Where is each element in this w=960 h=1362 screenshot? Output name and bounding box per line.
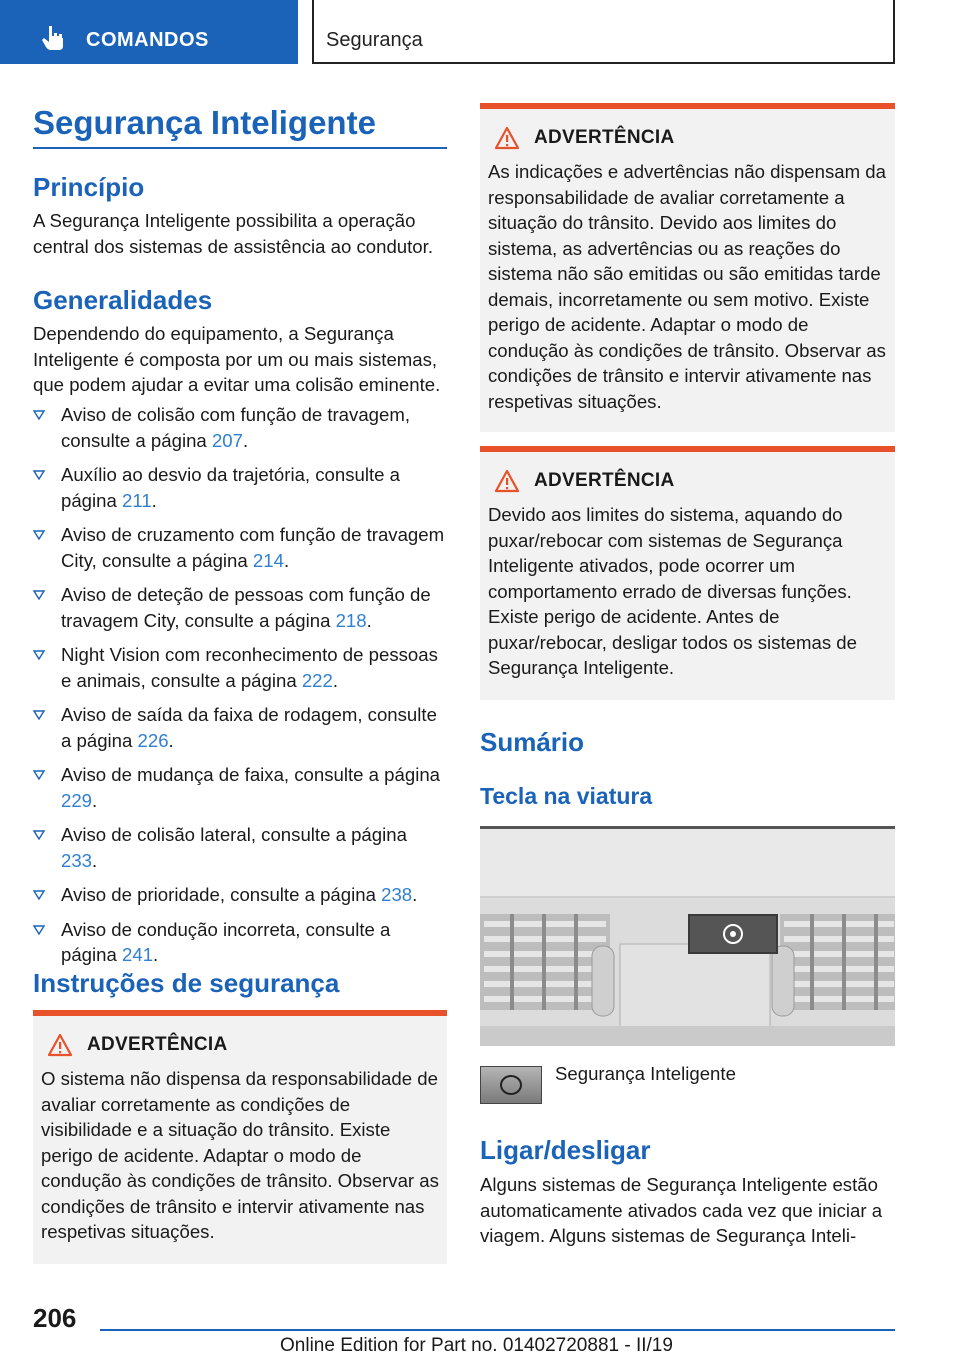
triangle-bullet-icon bbox=[33, 590, 45, 600]
security-button-thumbnail bbox=[480, 1066, 542, 1104]
warning-title: ADVERTÊNCIA bbox=[534, 470, 675, 491]
page-link[interactable]: 226 bbox=[137, 729, 169, 751]
warning-title: ADVERTÊNCIA bbox=[87, 1034, 228, 1055]
list-item bbox=[33, 882, 447, 908]
warning-text: Devido aos limites do sistema, aquando do puxar/rebocar com sistemas de Segurança Inteligente ativados, pode ocorrer um comportamento errado de diversas funções. Existe perigo de acidente. Antes de puxar/rebocar, desligar todos os sistemas de Segurança Inteligente. bbox=[488, 504, 857, 678]
triangle-bullet-icon bbox=[33, 925, 45, 935]
list-item bbox=[33, 702, 447, 753]
feature-list bbox=[33, 402, 447, 977]
hand-pointer-icon bbox=[40, 24, 68, 52]
onoff-heading: Ligar/desligar bbox=[480, 1135, 651, 1165]
section-header bbox=[312, 0, 895, 64]
chapter-label: COMANDOS bbox=[86, 29, 209, 51]
safety-heading: Instruções de segurança bbox=[33, 968, 340, 998]
page-link[interactable]: 238 bbox=[381, 884, 413, 905]
summary-heading: Sumário bbox=[480, 727, 585, 757]
item-text: Aviso de prioridade, consulte a página bbox=[61, 884, 382, 905]
page-title: Segurança Inteligente bbox=[33, 104, 376, 141]
page-link[interactable]: 211 bbox=[122, 489, 152, 511]
item-end: . bbox=[332, 669, 339, 691]
principle-heading: Princípio bbox=[33, 172, 145, 202]
page-link[interactable]: 229 bbox=[61, 789, 93, 811]
warning-box-limits bbox=[480, 103, 895, 432]
item-end: . bbox=[153, 944, 159, 965]
warning-box-safety bbox=[33, 1010, 447, 1264]
item-text: Auxílio ao desvio da trajetória, consulte a página bbox=[61, 464, 401, 511]
item-text: Aviso de deteção de pessoas com função de travagem City, consulte a página bbox=[61, 584, 431, 631]
item-end: . bbox=[92, 849, 98, 871]
warning-header bbox=[488, 123, 887, 153]
list-item bbox=[33, 917, 447, 968]
vent-illustration bbox=[480, 826, 895, 1046]
button-caption: Segurança Inteligente bbox=[555, 1063, 736, 1084]
title-divider bbox=[33, 147, 447, 149]
item-end: . bbox=[92, 789, 98, 811]
warning-header bbox=[41, 1030, 439, 1060]
item-text: Night Vision com reconhecimento de pessoas e animais, consulte a página bbox=[61, 644, 438, 691]
warning-text: O sistema não dispensa da responsabilidade de avaliar corretamente as condições de visibilidade e a situação do trânsito. Existe perigo de acidente. Adaptar o modo de condução às condições de trânsito. Observar as condições de trânsito e intervir ativamente nas respetivas situações. bbox=[41, 1068, 439, 1242]
item-end: . bbox=[283, 549, 290, 571]
item-end: . bbox=[151, 489, 157, 511]
footer-divider bbox=[100, 1329, 895, 1331]
triangle-bullet-icon bbox=[33, 650, 45, 660]
list-item bbox=[33, 462, 447, 513]
page-link[interactable]: 233 bbox=[61, 849, 93, 871]
item-text: Aviso de saída da faixa de rodagem, consulte a página bbox=[61, 704, 437, 751]
warning-triangle-icon bbox=[494, 469, 520, 493]
warning-triangle-icon bbox=[47, 1033, 73, 1057]
page-link[interactable]: 241 bbox=[122, 944, 154, 965]
page-link[interactable]: 207 bbox=[211, 429, 243, 451]
item-end: . bbox=[412, 884, 418, 905]
item-text: Aviso de colisão lateral, consulte a página bbox=[61, 824, 407, 845]
button-heading: Tecla na viatura bbox=[480, 783, 653, 809]
list-item bbox=[33, 402, 447, 453]
item-text: Aviso de condução incorreta, consulte a página bbox=[61, 918, 391, 965]
page-link[interactable]: 218 bbox=[335, 609, 367, 631]
chapter-tab[interactable] bbox=[0, 0, 298, 64]
general-heading: Generalidades bbox=[33, 285, 213, 315]
triangle-bullet-icon bbox=[33, 470, 45, 480]
item-end: . bbox=[242, 429, 249, 451]
section-breadcrumb: Segurança bbox=[326, 29, 423, 51]
triangle-bullet-icon bbox=[33, 710, 45, 720]
warning-header bbox=[488, 466, 887, 496]
list-item bbox=[33, 762, 447, 813]
item-text: Aviso de colisão com função de travagem, consulte a página bbox=[61, 404, 410, 451]
triangle-bullet-icon bbox=[33, 890, 45, 900]
warning-text: As indicações e advertências não dispensam da responsabilidade de avaliar corretamente a situação do trânsito. Devido aos limites do sistema, as advertências ou as reações do sistema não são emitidas ou são emitidas tarde demais, incorretamente ou sem motivo. Existe perigo de acidente. Adaptar o modo de condução às condições de trânsito. Observar as condições de trânsito e intervir ativamente nas respetivas situações. bbox=[488, 161, 886, 412]
triangle-bullet-icon bbox=[33, 410, 45, 420]
dashboard-button-photo bbox=[480, 826, 895, 1046]
list-item bbox=[33, 822, 447, 873]
triangle-bullet-icon bbox=[33, 770, 45, 780]
general-text: Dependendo do equipamento, a Segurança Inteligente é composta por um ou mais sistemas, que podem ajudar a evitar uma colisão eminente. bbox=[33, 323, 441, 395]
item-text: Aviso de cruzamento com função de travagem City, consulte a página bbox=[61, 524, 445, 571]
triangle-bullet-icon bbox=[33, 530, 45, 540]
list-item bbox=[33, 522, 447, 573]
warning-box-towing bbox=[480, 446, 895, 700]
item-end: . bbox=[366, 609, 372, 631]
list-item bbox=[33, 642, 447, 693]
edition-note: Online Edition for Part no. 01402720881 - II/19 bbox=[280, 1335, 673, 1356]
principle-text: A Segurança Inteligente possibilita a operação central dos sistemas de assistência ao condutor. bbox=[33, 210, 433, 257]
page-link[interactable]: 214 bbox=[252, 549, 284, 571]
triangle-bullet-icon bbox=[33, 830, 45, 840]
shield-icon bbox=[500, 1075, 522, 1095]
warning-triangle-icon bbox=[494, 126, 520, 150]
onoff-text: Alguns sistemas de Segurança Inteligente estão automaticamente ativados cada vez que iniciar a viagem. Alguns sistemas de Segurança Inteli- bbox=[480, 1174, 883, 1246]
page-number: 206 bbox=[33, 1303, 77, 1333]
item-end: . bbox=[168, 729, 174, 751]
item-text: Aviso de mudança de faixa, consulte a página bbox=[61, 764, 441, 785]
warning-title: ADVERTÊNCIA bbox=[534, 127, 675, 148]
page-link[interactable]: 222 bbox=[301, 669, 333, 691]
list-item bbox=[33, 582, 447, 633]
